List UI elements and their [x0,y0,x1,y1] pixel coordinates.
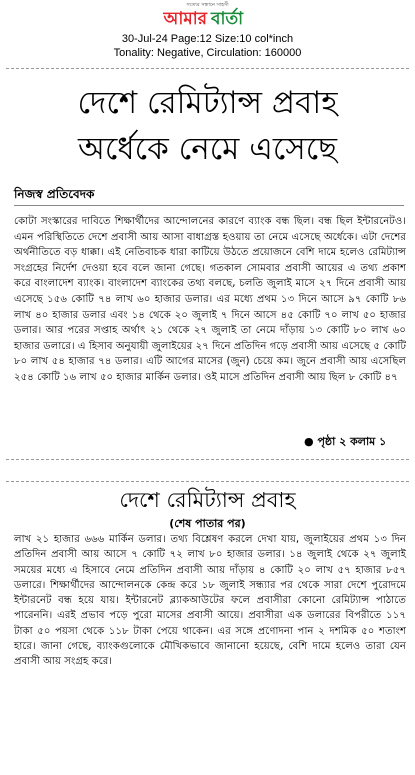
headline-line-1: দেশে রেমিট্যান্স প্রবাহ [77,85,338,121]
byline-divider [14,205,404,206]
jump-bullet-icon: ● [304,435,318,448]
page-jump-reference [304,433,386,452]
logo-tagline: সত্যের সন্ধানে সাহসী [186,2,229,8]
jump-text: পৃষ্ঠা ২ কলাম ১ [317,435,387,448]
headline-line-2: অর্ধেকে নেমে এসেছে [77,131,338,167]
continuation-subhead: (শেষ পাতার পর) [169,517,246,530]
newspaper-logo [145,6,275,28]
clipping-meta-tonality: Tonality: Negative, Circulation: 160000 [113,47,302,59]
logo-left-text: আমার [163,9,207,28]
logo-right-text: বার্তা [211,9,244,28]
continuation-body: লাখ ২১ হাজার ৬৬৬ মার্কিন ডলার। তথ্য বিশ্লেষণ করলে দেখা যায়, জুলাইয়ের প্রথম ১৩ দিন প্রতিদিন প্রবাসী আয় আসে ৭ কোটি ৭২ লাখ ৮০ হাজার ডলার। ১৪ জুলাই থেকে ২৭ জুলাই সময়ের মধ্যে এ হিসাবে নেমে প্রতিদিন প্রবাসী আয় দাঁড়ায় ৪ কোটি ২০ লাখ ৫৭ হাজার ৮৫৭ ডলারে। শিক্ষার্থীদের আন্দোলনকে কেন্দ্র করে ১৮ জুলাই সন্ধ্যার পর থেকে সারা দেশে পুরোদমে ইন্টারনেট বন্ধ হয়ে যায়। ইন্টারনেট ব্ল্যাকআউটের ফলে প্রবাসীরা কোনো রেমিট্যান্স পাঠাতে পারেননি। এরই প্রভাব পড়ে পুরো মাসের প্রবাসী আয়ে। প্রবাসীরা এক ডলারের বিপরীতে ১১৭ টাকা ৫০ পয়সা থেকে ১১৮ টাকা পেয়ে থাকেন। এর সঙ্গে প্রণোদনা পান ২ দশমিক ৫০ শতাংশ হারে। জানা গেছে, ব্যাংকগুলোকে মৌখিকভাবে জানানো হয়েছে, বেশি দামে হলেও তারা যেন প্রবাসী আয় সংগ্রহ করে। [14,534,406,668]
byline: নিজস্ব প্রতিবেদক [14,187,95,201]
article-body: কোটা সংস্কারের দাবিতে শিক্ষার্থীদের আন্দোলনের কারণে ব্যাংক বন্ধ ছিল। বন্ধ ছিল ইন্টারনেটও। এমন পরিস্থিতিতে দেশে প্রবাসী আয় আসা বাধাগ্রস্ত হওয়ায় তা নেমে এসেছে অর্ধেকে। এটা দেশের অর্থনীতিতে বড় ধাক্কা। এই নেতিবাচক ধারা কাটিয়ে উঠতে প্রয়োজনে বেশি দামে হলেও রেমিট্যান্স সংগ্রহের নির্দেশ দেওয়া হবে বলে জানা গেছে। গতকাল সোমবার প্রবাসী আয়ের এ তথ্য প্রকাশ করে বাংলাদেশ ব্যাংক। বাংলাদেশ ব্যাংকের তথ্য বলছে, চলতি জুলাই মাসে ২৭ দিনে প্রবাসী আয় এসেছে ১৫৬ কোটি ৭৪ লাখ ৬০ হাজার ডলার। এর মধ্যে প্রথম ১৩ দিনে আসে ৯৭ কোটি ৮৬ লাখ ৪০ হাজার ডলার এবং ১৪ থেকে ২০ জুলাই ৭ দিনে আসে ৪৫ কোটি ৭০ লাখ ৫০ হাজার ডলার। আর পরের সপ্তাহ অর্থাৎ ২১ থেকে ২৭ জুলাই তা নেমে দাঁড়ায় ১৩ কোটি ৮০ লাখ ৬০ হাজার ডলারে। এ হিসাব অনুযায়ী জুলাইয়ের ২৭ দিনে প্রতিদিন গড়ে প্রবাসী আয় এসেছে ৫ কোটি ৮০ লাখ ৫৪ হাজার ৭৪ ডলার। এটি আগের মাসের (জুন) চেয়ে কম। জুনে প্রবাসী আয় এসেছিল ২৫৪ কোটি ১৬ লাখ ৫০ হাজার মার্কিন ডলার। ওই মাসে প্রতিদিন প্রবাসী আয় ছিল ৮ কোটি ৪৭ [14,216,406,383]
masthead [0,0,415,62]
clipping-meta-date: 30-Jul-24 Page:12 Size:10 col*inch [121,33,294,45]
article-headline [0,80,415,172]
continuation-headline: দেশে রেমিট্যান্স প্রবাহ [119,488,296,512]
